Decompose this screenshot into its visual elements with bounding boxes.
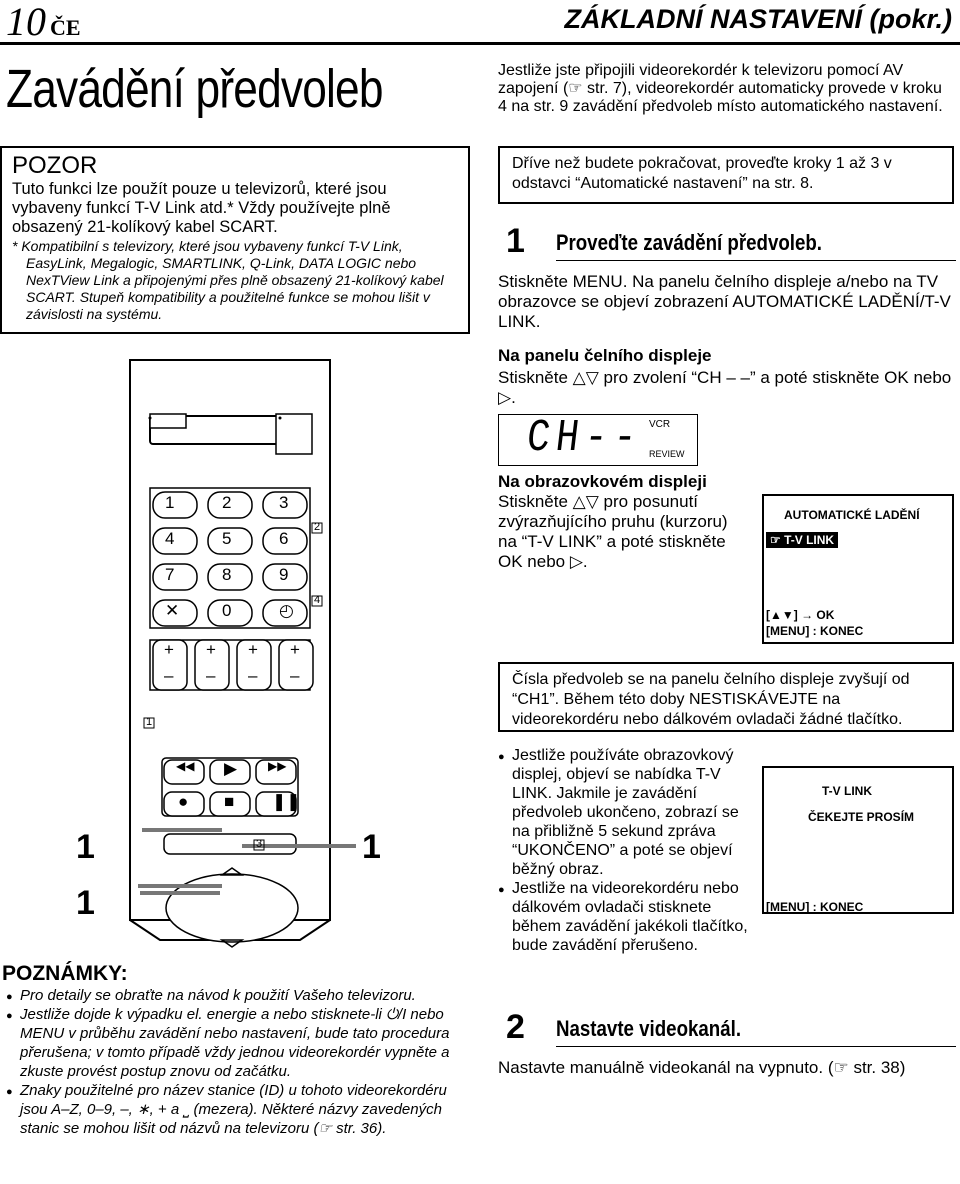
minus-key: – (248, 666, 258, 685)
display-review-label: REVIEW (649, 449, 685, 459)
caution-heading: POZOR (12, 152, 98, 179)
header-rule (0, 42, 960, 45)
osd-text: Stiskněte △▽ pro posunutí zvýrazňujícího pruhu (kurzoru) na “T-V LINK” a poté stiskněte OK nebo ▷. (498, 492, 728, 571)
step-1-rule (556, 260, 956, 261)
caution-text: Tuto funkci lze použít pouze u televizorů, které jsou vybaveny funkcí T-V Link atd.* Vždy používejte plně obsazený 21-kolíkový kabel SCART. (12, 180, 391, 236)
step-2-title: Nastavte videokanál. (556, 1016, 742, 1041)
osd-heading: Na obrazovkovém displeji (498, 472, 707, 491)
step-2-rule (556, 1046, 956, 1047)
page-number: 10 ČE (6, 0, 81, 44)
plus-key: + (206, 640, 216, 659)
callout-step-1b: 1 (76, 884, 95, 922)
notes-list (2, 986, 472, 1138)
fast-forward-icon: ▶▶ (268, 759, 287, 773)
front-panel-heading: Na panelu čelního displeje (498, 346, 712, 365)
minus-key: – (164, 666, 174, 685)
step-1-text: Stiskněte MENU. Na panelu čelního displeje a/nebo na TV obrazovce se objeví zobrazení AUTOMATICKÉ LADĚNÍ/T-V LINK. (498, 272, 951, 331)
prereq-box: Dříve než budete pokračovat, proveďte kroky 1 až 3 v odstavci “Automatické nastavení” na str. 8. (498, 146, 954, 204)
note-item: ● Jestliže dojde k výpadku el. energie a nebo stisknete-li ⏻/I nebo MENU v průběhu zavádění nebo nastavení, bude tato procedura přerušena; v tomto případě vždy jednou videorekordér vypněte a zkuste provést postup znovu od začátku. (20, 1005, 472, 1081)
osd-screen-tv-link (762, 766, 954, 914)
notes-heading: POZNÁMKY: (2, 962, 128, 985)
step-1-number: 1 (506, 222, 525, 260)
plus-key: + (164, 640, 174, 659)
osd-wait-message: ČEKEJTE PROSÍM (808, 810, 915, 824)
timer-key-icon: ◴ (279, 601, 294, 620)
osd-exit-hint: [MENU] : KONEC (766, 900, 864, 914)
key-1: 1 (165, 493, 175, 512)
info-box: Čísla předvoleb se na panelu čelního displeje zvyšují od “CH1”. Během této doby NESTISKÁVEJTE na videorekordéru nebo dálkovém ovladači žádné tlačítko. (498, 662, 954, 732)
key-6: 6 (279, 529, 289, 548)
osd-exit-hint: [MENU] : KONEC (766, 624, 864, 638)
osd-screen-automatic (762, 494, 954, 644)
step-2-text: Nastavte manuálně videokanál na vypnuto. (☞ str. 38) (498, 1058, 906, 1077)
callout-2: 2 (314, 521, 321, 533)
osd-tv-link-title: T-V LINK (822, 784, 872, 798)
step-1-bullets (498, 746, 752, 955)
step-2-number: 2 (506, 1008, 525, 1046)
remote-keypad-labels (0, 340, 490, 960)
plus-key: + (248, 640, 258, 659)
callout-step-1c: 1 (362, 828, 381, 866)
stop-icon: ■ (224, 792, 235, 811)
note-item: ● Pro detaily se obraťte na návod k použití Vašeho televizoru. (20, 986, 472, 1005)
key-5: 5 (222, 529, 232, 548)
note-item: ● Znaky použitelné pro název stanice (ID) u tohoto videorekordéru jsou A–Z, 0–9, –, ∗, + a ⎵ (mezera). Některé názvy zavedených stanic se mohou lišit od názvů na televizoru (☞ str. 36). (20, 1081, 472, 1138)
caution-box (0, 146, 470, 334)
plus-key: + (290, 640, 300, 659)
key-0: 0 (222, 601, 232, 620)
osd-nav-hint: [▲▼] → OK (766, 608, 835, 622)
osd-screen-title: AUTOMATICKÉ LADĚNÍ (784, 508, 920, 522)
key-4: 4 (165, 529, 175, 548)
intro-text: Jestliže jste připojili videorekordér k televizoru pomocí AV zapojení (☞ str. 7), videorekordér automaticky provede v kroku 4 na str. 9 zavádění předvoleb místo automatického nastavení. (498, 62, 943, 115)
rewind-icon: ◀◀ (176, 759, 195, 773)
minus-key: – (206, 666, 216, 685)
page-title: Zavádění předvoleb (6, 59, 383, 119)
key-3: 3 (279, 493, 289, 512)
key-2: 2 (222, 493, 232, 512)
step-1-title: Proveďte zavádění předvoleb. (556, 230, 822, 255)
pause-icon: ❚❚ (272, 792, 301, 811)
display-text: CH-- (523, 412, 646, 465)
display-vcr-label: VCR (649, 419, 671, 430)
notes-section (2, 962, 472, 1138)
osd-highlight-tv-link: ☞ T-V LINK (766, 532, 838, 548)
caution-footnote: * Kompatibilní s televizory, které jsou vybaveny funkcí T-V Link, EasyLink, Megalogic, SMARTLINK, Q-Link, DATA LOGIC nebo NexTView Link a připojenými přes plně obsazený 21-kolíkový kabel SCART. Stupeň kompatibility a použitelné funkce se mohou lišit v závislosti na systému. (12, 238, 444, 322)
key-7: 7 (165, 565, 175, 584)
callout-1-small: 1 (146, 716, 153, 728)
bullet-item: ● Jestliže používáte obrazovkový displej, objeví se nabídka T-V LINK. Jakmile je zavádění předvoleb ukončeno, zobrazí se na přibližně 5 sekund zpráva “UKONČENO” a poté se objeví běžný obraz. (512, 746, 752, 879)
callout-3: 3 (256, 838, 263, 850)
callout-4: 4 (314, 594, 321, 606)
record-icon: ● (178, 792, 189, 811)
callout-step-1a: 1 (76, 828, 95, 866)
key-9: 9 (279, 565, 289, 584)
play-icon: ▶ (224, 759, 238, 778)
cancel-key-icon: ✕ (165, 601, 180, 620)
key-8: 8 (222, 565, 232, 584)
bullet-item: ● Jestliže na videorekordéru nebo dálkovém ovladači stisknete během zavádění jakékoli tlačítko, bude zavádění přerušeno. (512, 879, 752, 955)
front-display (498, 414, 698, 466)
front-panel-text: Stiskněte △▽ pro zvolení “CH – –” a poté stiskněte OK nebo ▷. (498, 368, 952, 407)
minus-key: – (290, 666, 300, 685)
section-header: ZÁKLADNÍ NASTAVENÍ (pokr.) (564, 4, 952, 34)
